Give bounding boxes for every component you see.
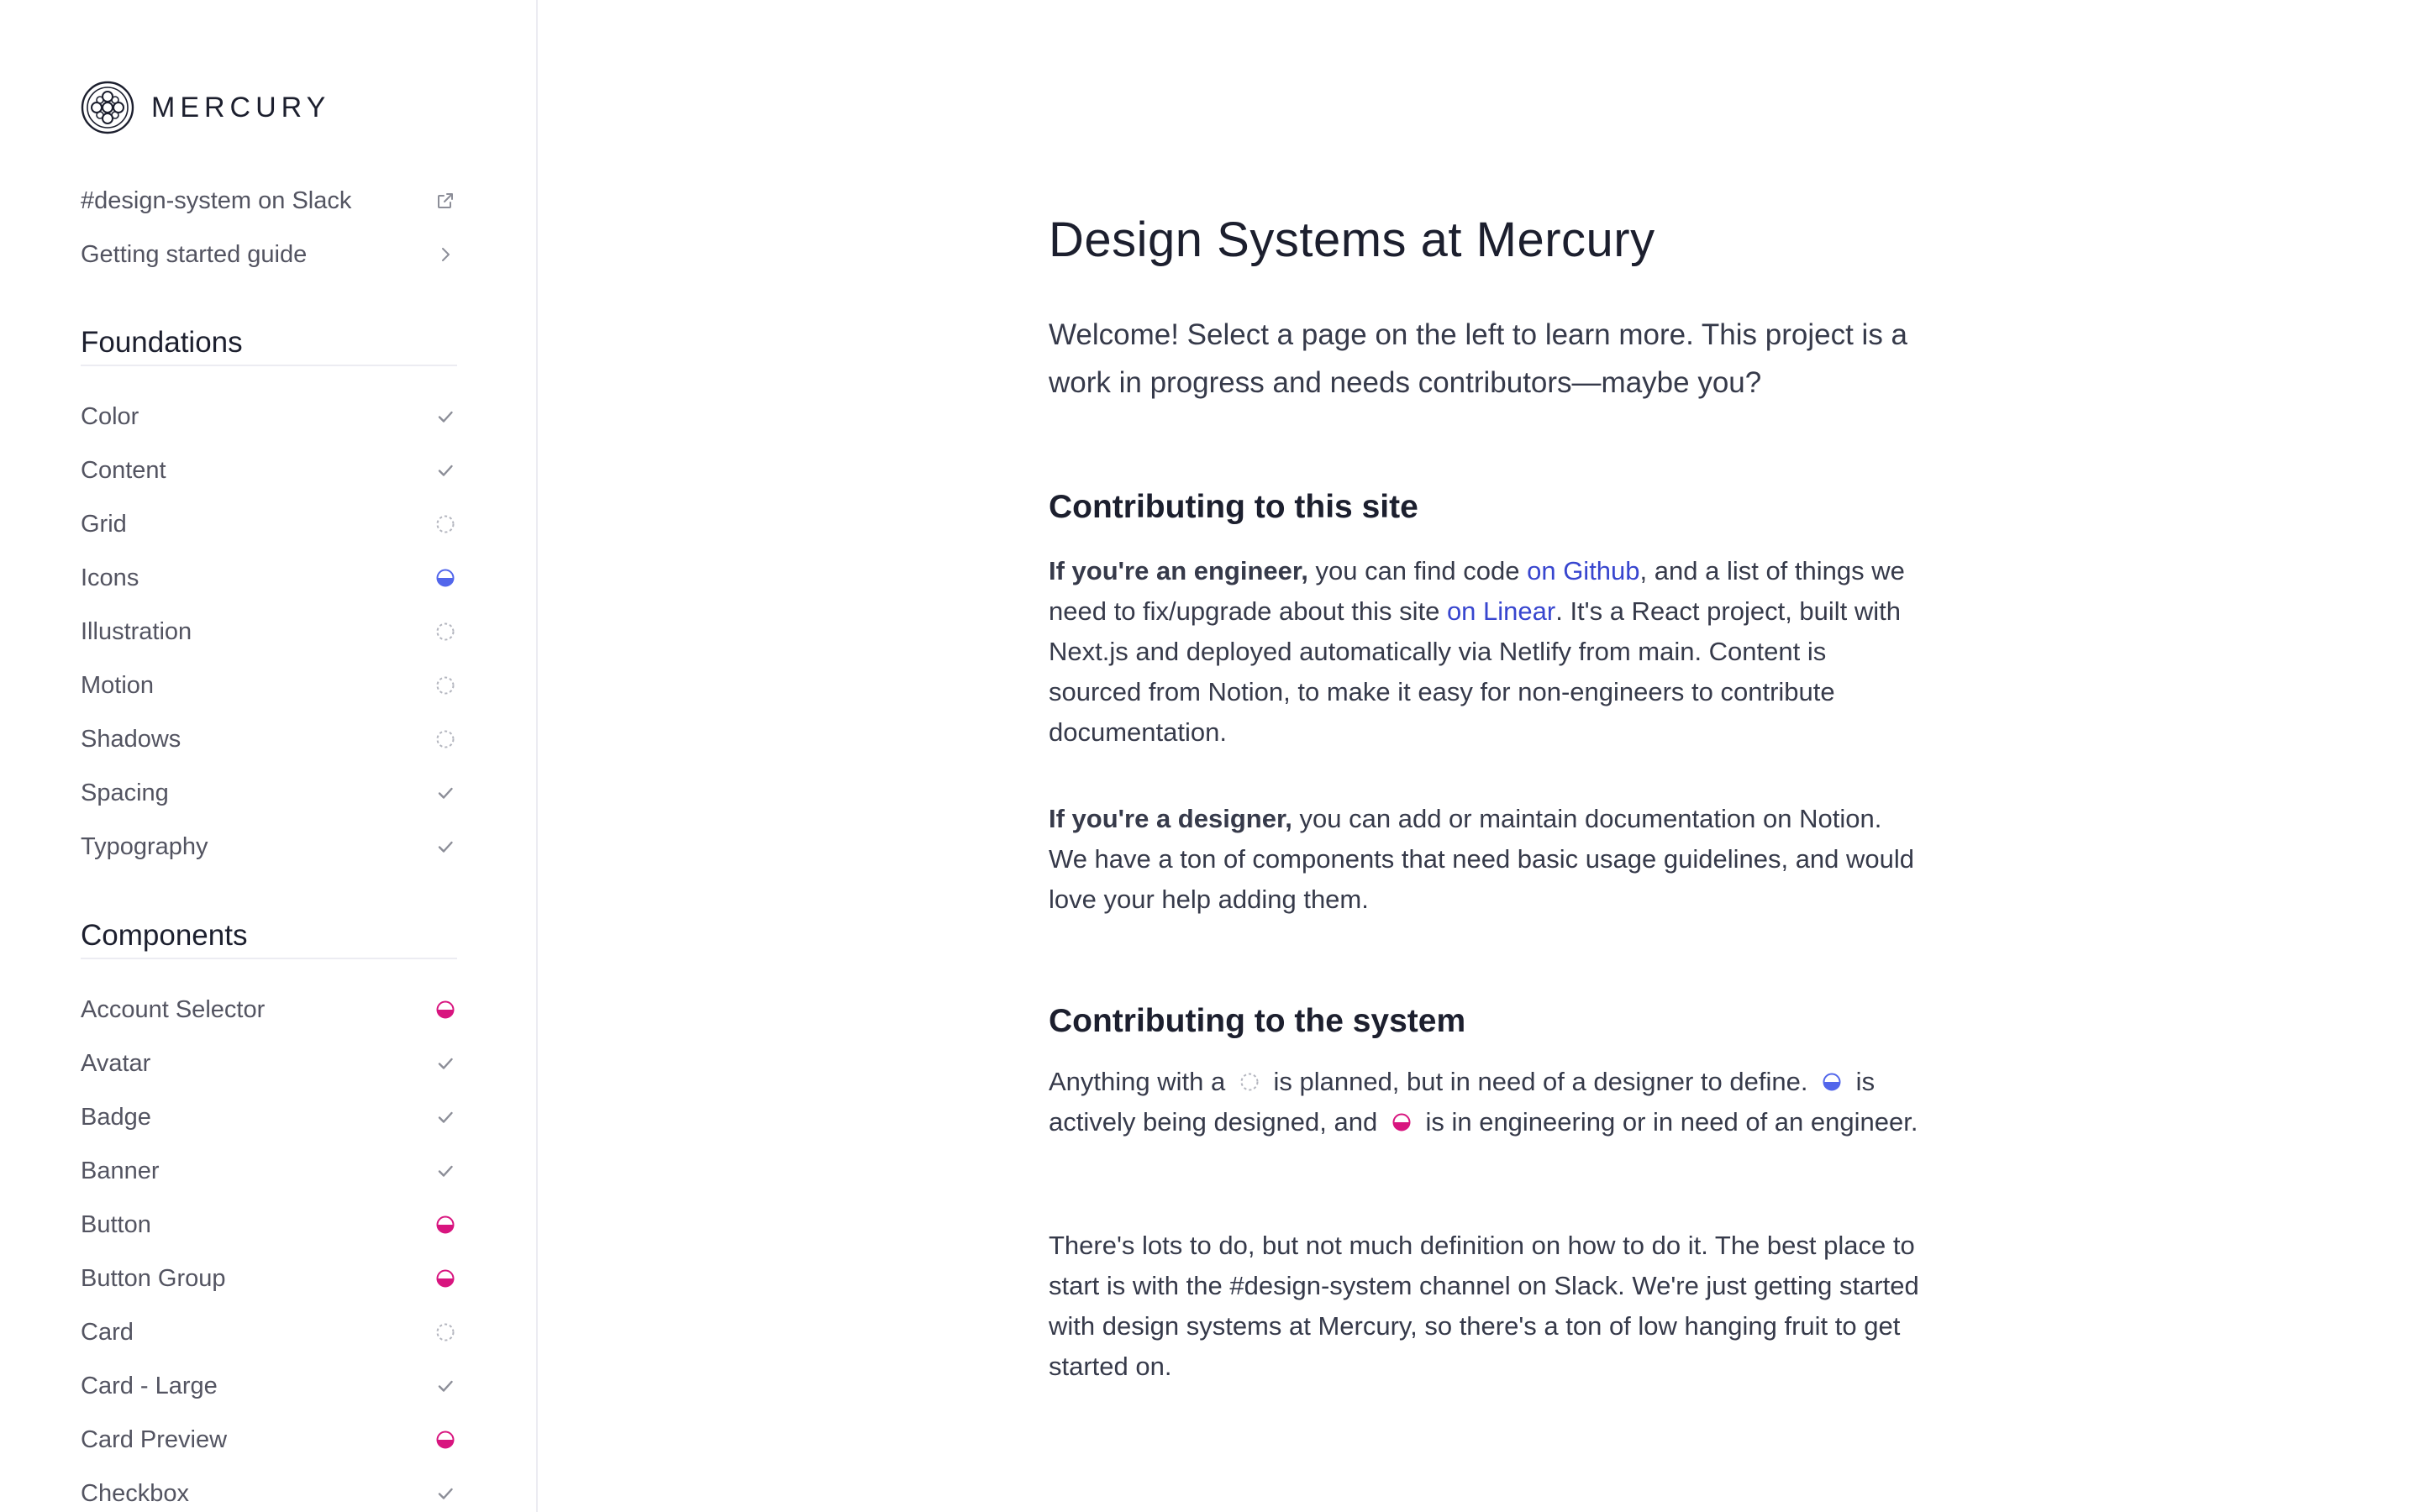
brand-wordmark: MERCURY [151,91,331,123]
contributing-system-heading: Contributing to the system [1049,1003,1466,1039]
chevron-right-icon [434,243,457,266]
sidebar-item-color[interactable] [81,396,457,437]
sidebar [0,0,538,1512]
engineering-status-icon [434,1267,457,1290]
legend-paragraph: Anything with a is planned, but in need of a designer to define. is actively being designed, and is in engineering or in need of an engineer. [1049,1067,1918,1137]
sidebar-item-label: Spacing [81,779,169,806]
check-icon [434,459,457,482]
planned-status-icon [434,512,457,536]
sidebar-item-button-group[interactable] [81,1258,457,1299]
check-icon [434,1105,457,1129]
linear-link[interactable]: on Linear [1446,596,1556,626]
github-link[interactable]: on Github [1527,556,1640,585]
sidebar-item-banner[interactable] [81,1151,457,1191]
sidebar-item-label: Button Group [81,1264,226,1292]
sidebar-item-content[interactable] [81,450,457,491]
sidebar-item-label: Color [81,402,139,430]
engineering-status-icon [434,998,457,1021]
check-icon [434,781,457,805]
sidebar-item-card-preview[interactable] [81,1420,457,1460]
sidebar-item-illustration[interactable] [81,612,457,652]
sidebar-item-motion[interactable] [81,665,457,706]
sidebar-item-spacing[interactable] [81,773,457,813]
sidebar-item-shadows[interactable] [81,719,457,759]
external-link-icon [434,189,457,213]
engineering-status-icon [434,1428,457,1452]
sidebar-item-grid[interactable] [81,504,457,544]
getting-started-link[interactable] [81,234,457,275]
intro-text: Welcome! Select a page on the left to learn more. This project is a work in progress and needs contributors—maybe you? [1049,318,1908,399]
check-icon [434,1159,457,1183]
sidebar-item-label: Typography [81,832,208,860]
engineering-status-icon [1390,1110,1413,1134]
slack-link-label: #design-system on Slack [81,186,352,214]
sidebar-item-button[interactable] [81,1205,457,1245]
sidebar-item-label: Button [81,1210,151,1238]
closing-paragraph: There's lots to do, but not much definition on how to do it. The best place to start is with the #design-system channel on Slack. We're just getting started with design systems at Mercury, so there's a ton of low hanging fruit to get started on. [1049,1231,1919,1381]
sidebar-item-label: Card [81,1318,134,1346]
planned-status-icon [434,674,457,697]
check-icon [434,1374,457,1398]
contributing-site-heading: Contributing to this site [1049,489,1418,525]
getting-started-label: Getting started guide [81,240,308,268]
planned-status-icon [1238,1070,1261,1094]
sidebar-item-label: Account Selector [81,995,266,1023]
sidebar-item-label: Content [81,456,166,484]
sidebar-item-card[interactable] [81,1312,457,1352]
check-icon [434,1482,457,1505]
sidebar-item-checkbox[interactable] [81,1473,457,1512]
components-heading: Components [81,916,457,959]
sidebar-item-typography[interactable] [81,827,457,867]
sidebar-item-label: Banner [81,1157,160,1184]
mercury-logo-icon [81,81,134,134]
sidebar-item-card-large[interactable] [81,1366,457,1406]
slack-link[interactable] [81,181,457,221]
engineer-paragraph: If you're an engineer, you can find code on Github, and a list of things we need to fix/upgrade about this site on Linear. It's a React project, built with Next.js and deployed automatically via Netlify from main. Content is sourced from Notion, to make it easy for non-engineers to contribute documentation. [1049,556,1905,747]
check-icon [434,835,457,858]
sidebar-item-account-selector[interactable] [81,990,457,1030]
designer-paragraph: If you're a designer, you can add or maintain documentation on Notion. We have a ton of components that need basic usage guidelines, and would love your help adding them. [1049,804,1915,914]
sidebar-item-label: Avatar [81,1049,151,1077]
sidebar-item-label: Shadows [81,725,182,753]
brand[interactable] [81,81,330,134]
engineering-status-icon [434,1213,457,1236]
page-title: Design Systems at Mercury [1049,213,1655,267]
planned-status-icon [434,620,457,643]
sidebar-item-badge[interactable] [81,1097,457,1137]
check-icon [434,1052,457,1075]
planned-status-icon [434,1320,457,1344]
sidebar-item-label: Badge [81,1103,151,1131]
sidebar-item-label: Icons [81,564,139,591]
planned-status-icon [434,727,457,751]
designer-lead: If you're a designer, [1049,804,1292,833]
sidebar-item-label: Card - Large [81,1372,218,1399]
check-icon [434,405,457,428]
sidebar-item-label: Grid [81,510,127,538]
engineer-lead: If you're an engineer, [1049,556,1308,585]
foundations-heading: Foundations [81,323,457,366]
sidebar-item-label: Card Preview [81,1425,228,1453]
sidebar-item-icons[interactable] [81,558,457,598]
sidebar-item-label: Checkbox [81,1479,189,1507]
sidebar-item-label: Illustration [81,617,192,645]
sidebar-item-label: Motion [81,671,155,699]
designing-status-icon [1820,1070,1844,1094]
designing-status-icon [434,566,457,590]
sidebar-item-avatar[interactable] [81,1043,457,1084]
